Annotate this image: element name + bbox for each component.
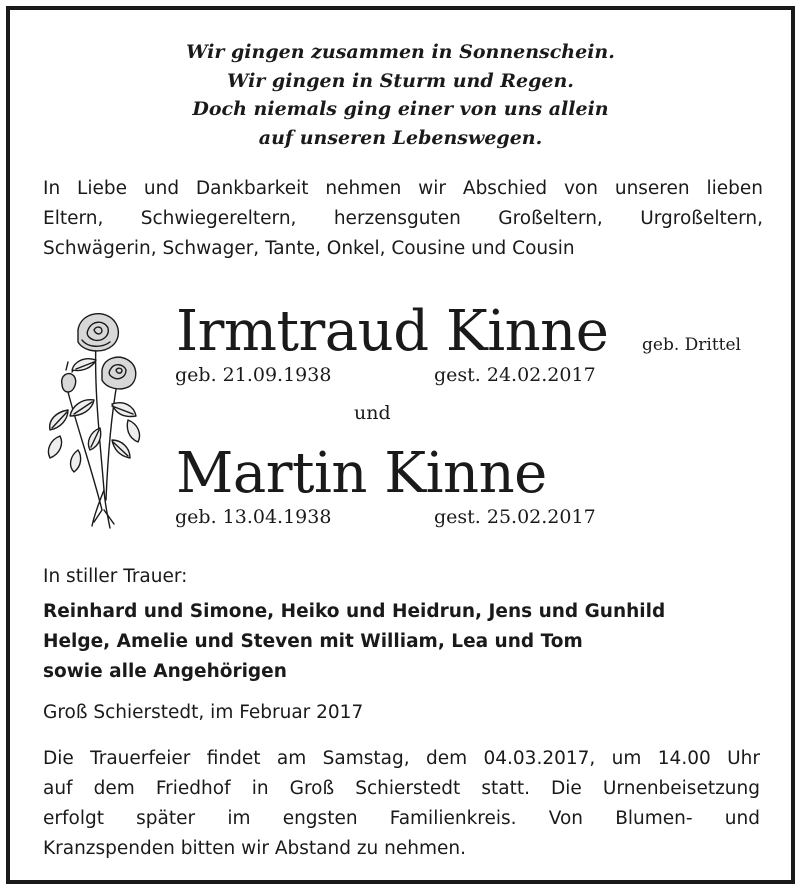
intro-text <box>43 174 763 264</box>
service-line: Die Trauerfeier findet am Samstag, dem 04.03.2017, um 14.00 Uhr <box>43 748 760 769</box>
service-line: auf dem Friedhof in Groß Schierstedt statt. Die Urnenbeisetzung <box>43 778 760 799</box>
memorial-verse <box>10 38 791 152</box>
service-line: Kranzspenden bitten wir Abstand zu nehmen. <box>43 838 466 859</box>
birth-date: geb. 21.09.1938 <box>175 364 332 386</box>
intro-line: Schwägerin, Schwager, Tante, Onkel, Cousine und Cousin <box>43 238 575 259</box>
death-date: gest. 25.02.2017 <box>434 506 596 528</box>
mourners-line: sowie alle Angehörigen <box>43 661 287 682</box>
connector-text: und <box>354 402 391 424</box>
maiden-name: geb. Drittel <box>642 335 741 355</box>
deceased-name: Irmtraud Kinne <box>176 299 609 364</box>
place-date: Groß Schierstedt, im Februar 2017 <box>43 702 364 723</box>
intro-line: Eltern, Schwiegereltern, herzensguten Großeltern, Urgroßeltern, <box>43 208 763 229</box>
service-line: erfolgt später im engsten Familienkreis. Von Blumen- und <box>43 808 760 829</box>
obituary-notice <box>6 6 795 884</box>
verse-line: auf unseren Lebenswegen. <box>258 126 543 149</box>
mourners-line: Helge, Amelie und Steven mit William, Lea und Tom <box>43 631 583 652</box>
birth-date: geb. 13.04.1938 <box>175 506 332 528</box>
service-info <box>43 744 760 864</box>
rose-illustration-icon <box>38 300 146 532</box>
verse-line: Doch niemals ging einer von uns allein <box>192 98 609 120</box>
mourners-line: Reinhard und Simone, Heiko und Heidrun, Jens und Gunhild <box>43 601 666 622</box>
verse-line: Wir gingen in Sturm und Regen. <box>227 69 574 92</box>
verse-line: Wir gingen zusammen in Sonnenschein. <box>186 41 615 63</box>
deceased-name: Martin Kinne <box>176 441 547 506</box>
mourners-label: In stiller Trauer: <box>43 566 188 587</box>
mourners-list <box>43 597 665 687</box>
intro-line: In Liebe und Dankbarkeit nehmen wir Abschied von unseren lieben <box>43 178 763 199</box>
death-date: gest. 24.02.2017 <box>434 364 596 386</box>
